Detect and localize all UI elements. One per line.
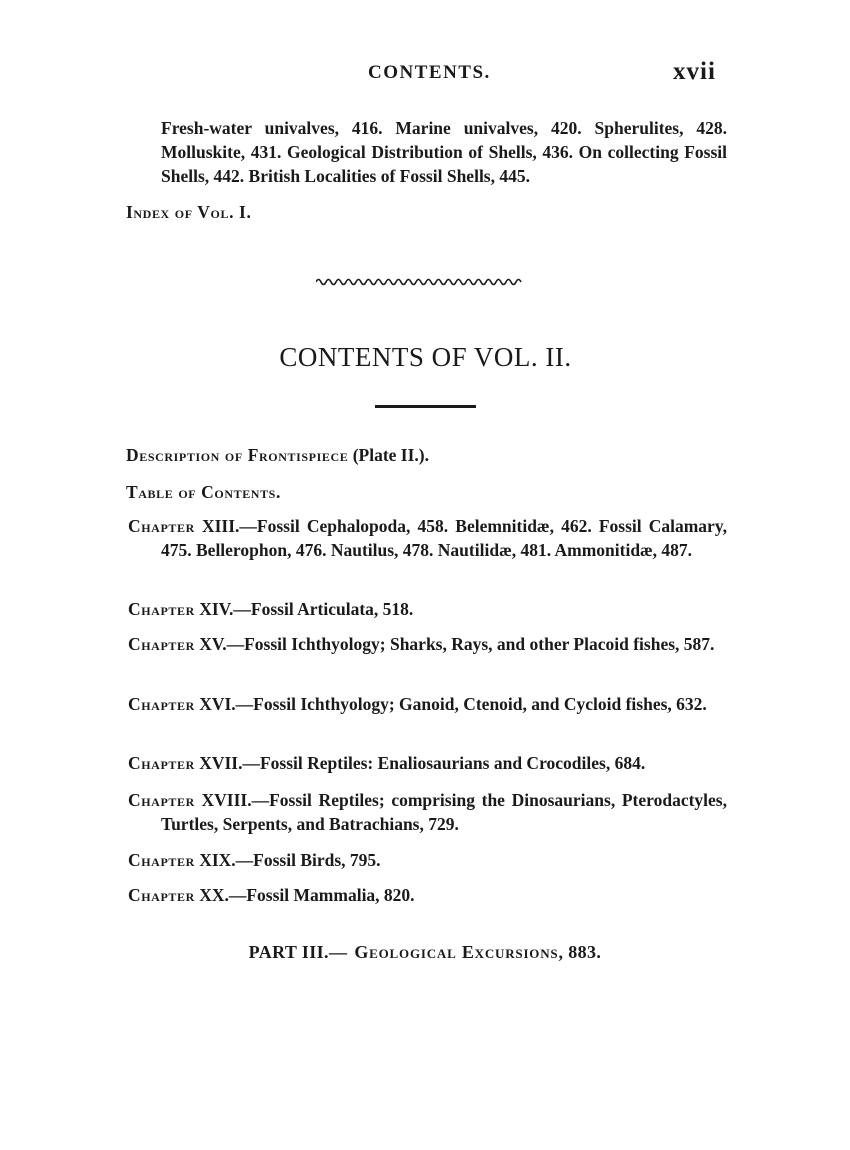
running-head [0, 58, 850, 92]
toc-entry-chapter-15: Chapter XV.—Fossil Ichthyology; Sharks, Rays, and other Placoid fishes, 587. [128, 634, 715, 654]
toc-entry-chapter-14: Chapter XIV.—Fossil Articulata, 518. [128, 599, 414, 619]
toc-entry-chapter-16: Chapter XVI.—Fossil Ichthyology; Ganoid, Ctenoid, and Cycloid fishes, 632. [128, 694, 707, 714]
toc-entry-chapter-20: Chapter XX.—Fossil Mammalia, 820. [128, 885, 415, 905]
toc-entry-chapter-13: Chapter XIII.—Fossil Cephalopoda, 458. Belemnitidæ, 462. Fossil Calamary, 475. Bellerophon, 476. Nautilus, 478. Nautilidæ, 481. Ammonitidæ, 487. [128, 516, 727, 560]
toc-entry-chapter-18: Chapter XVIII.—Fossil Reptiles; comprising the Dinosaurians, Pterodactyles, Turtles, Serpents, and Batrachians, 729. [128, 790, 727, 834]
toc-entry-frontispiece: Description of Frontispiece (Plate II.). [126, 445, 430, 465]
title-rule [375, 405, 476, 408]
wavy-divider [316, 276, 522, 286]
vol1-index-entry [126, 200, 726, 224]
page-number: xvii [673, 58, 716, 85]
section-title: CONTENTS OF VOL. II. [279, 342, 572, 372]
running-title: CONTENTS. [368, 62, 491, 83]
toc-entry-table-of-contents: Table of Contents. [126, 482, 281, 502]
index-label: Index of Vol. I. [126, 202, 252, 222]
vol1-continuation: Fresh-water univalves, 416. Marine univalves, 420. Spherulites, 428. Molluskite, 431. Geological Distribution of Shells, 436. On collecting Fossil Shells, 442. British Localities of Fossil Shells, 445. [161, 118, 727, 186]
part-three-entry: PART III.— Geological Excursions, 883. [248, 942, 602, 962]
toc-entry-chapter-17: Chapter XVII.—Fossil Reptiles: Enaliosaurians and Crocodiles, 684. [128, 753, 646, 773]
toc-entry-chapter-19: Chapter XIX.—Fossil Birds, 795. [128, 850, 381, 870]
